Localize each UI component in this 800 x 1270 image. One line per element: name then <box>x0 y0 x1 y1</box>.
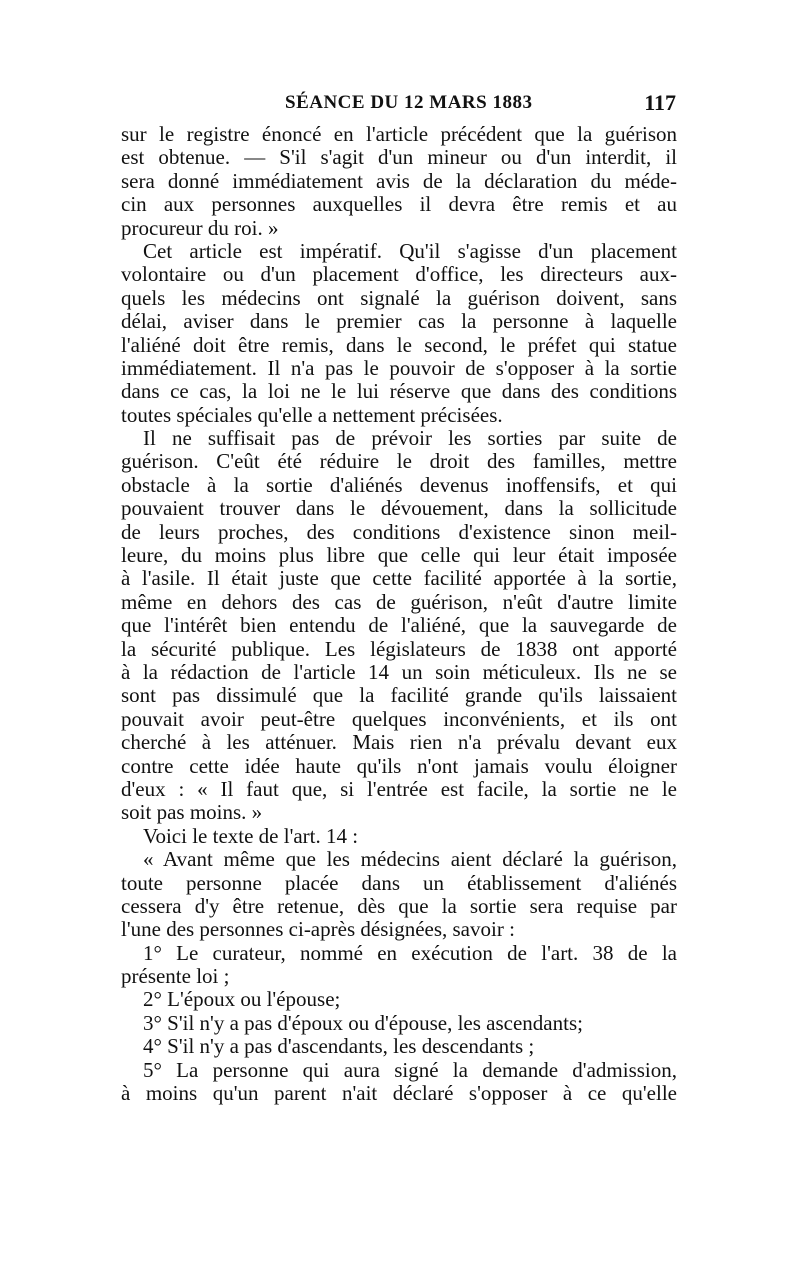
text-line: cin aux personnes auxquelles il devra être remis et au <box>121 193 677 217</box>
text-line: de leurs proches, des conditions d'existence sinon meil- <box>121 520 677 544</box>
text-line: dans ce cas, la loi ne le lui réserve que dans des conditions <box>121 380 677 404</box>
page-number: 117 <box>644 90 676 115</box>
text-line: contre cette idée haute qu'ils n'ont jamais voulu éloigner <box>121 754 677 778</box>
text-line: à l'asile. Il était juste que cette facilité apportée à la sortie, <box>121 567 677 591</box>
body-text <box>121 123 677 1105</box>
text-line: à la rédaction de l'article 14 un soin méticuleux. Ils ne se <box>121 660 677 684</box>
text-line: volontaire ou d'un placement d'office, les directeurs aux- <box>121 263 677 287</box>
text-line: présente loi ; <box>121 964 230 989</box>
text-line: l'aliéné doit être remis, dans le second, le préfet qui statue <box>121 333 677 357</box>
text-line: à moins qu'un parent n'ait déclaré s'opposer à ce qu'elle <box>121 1082 677 1106</box>
text-line: immédiatement. Il n'a pas le pouvoir de s'opposer à la sortie <box>121 356 677 380</box>
text-line: toutes spéciales qu'elle a nettement précisées. <box>121 402 503 427</box>
text-line: l'une des personnes ci-après désignées, savoir : <box>121 917 515 942</box>
text-line: sera donné immédiatement avis de la déclaration du méde- <box>121 169 677 193</box>
text-line: soit pas moins. » <box>121 800 263 825</box>
text-line: d'eux : « Il faut que, si l'entrée est facile, la sortie ne le <box>121 777 677 801</box>
text-line: toute personne placée dans un établissement d'aliénés <box>121 871 677 895</box>
text-line: obstacle à la sortie d'aliénés devenus inoffensifs, et qui <box>121 473 677 497</box>
text-line: Voici le texte de l'art. 14 : <box>143 823 359 848</box>
text-line: cessera d'y être retenue, dès que la sortie sera requise par <box>121 894 677 918</box>
text-line: pouvaient trouver dans le dévouement, dans la sollicitude <box>121 497 677 521</box>
text-line: sont pas dissimulé que la facilité grande qu'ils laissaient <box>121 684 677 708</box>
text-line: même en dehors des cas de guérison, n'eût d'autre limite <box>121 590 677 614</box>
text-line: est obtenue. — S'il s'agit d'un mineur ou d'un interdit, il <box>121 146 677 170</box>
text-line: 5° La personne qui aura signé la demande d'admission, <box>143 1058 677 1082</box>
text-line: 3° S'il n'y a pas d'époux ou d'épouse, les ascendants; <box>143 1010 583 1035</box>
text-line: guérison. C'eût été réduire le droit des familles, mettre <box>121 450 677 474</box>
running-header <box>120 92 676 122</box>
text-line: délai, aviser dans le premier cas la personne à laquelle <box>121 310 677 334</box>
text-line: procureur du roi. » <box>121 215 279 240</box>
text-line: 4° S'il n'y a pas d'ascendants, les descendants ; <box>143 1034 535 1059</box>
text-line: Cet article est impératif. Qu'il s'agisse d'un placement <box>143 239 677 263</box>
text-line: sur le registre énoncé en l'article précédent que la guérison <box>121 123 677 146</box>
text-line: pouvait avoir peut-être quelques inconvénients, et ils ont <box>121 707 677 731</box>
text-line: « Avant même que les médecins aient déclaré la guérison, <box>143 848 677 872</box>
text-line: que l'intérêt bien entendu de l'aliéné, que la sauvegarde de <box>121 614 677 638</box>
text-line: quels les médecins ont signalé la guérison doivent, sans <box>121 286 677 310</box>
text-line: cherché à les atténuer. Mais rien n'a prévalu devant eux <box>121 731 677 755</box>
text-line: la sécurité publique. Les législateurs de 1838 ont apporté <box>121 637 677 661</box>
text-line: 1° Le curateur, nommé en exécution de l'art. 38 de la <box>143 941 677 965</box>
header-title: SÉANCE DU 12 MARS 1883 <box>285 92 533 113</box>
text-line: leure, du moins plus libre que celle qui leur était imposée <box>121 544 677 568</box>
text-line: Il ne suffisait pas de prévoir les sorties par suite de <box>143 427 677 451</box>
text-line: 2° L'époux ou l'épouse; <box>143 987 341 1012</box>
